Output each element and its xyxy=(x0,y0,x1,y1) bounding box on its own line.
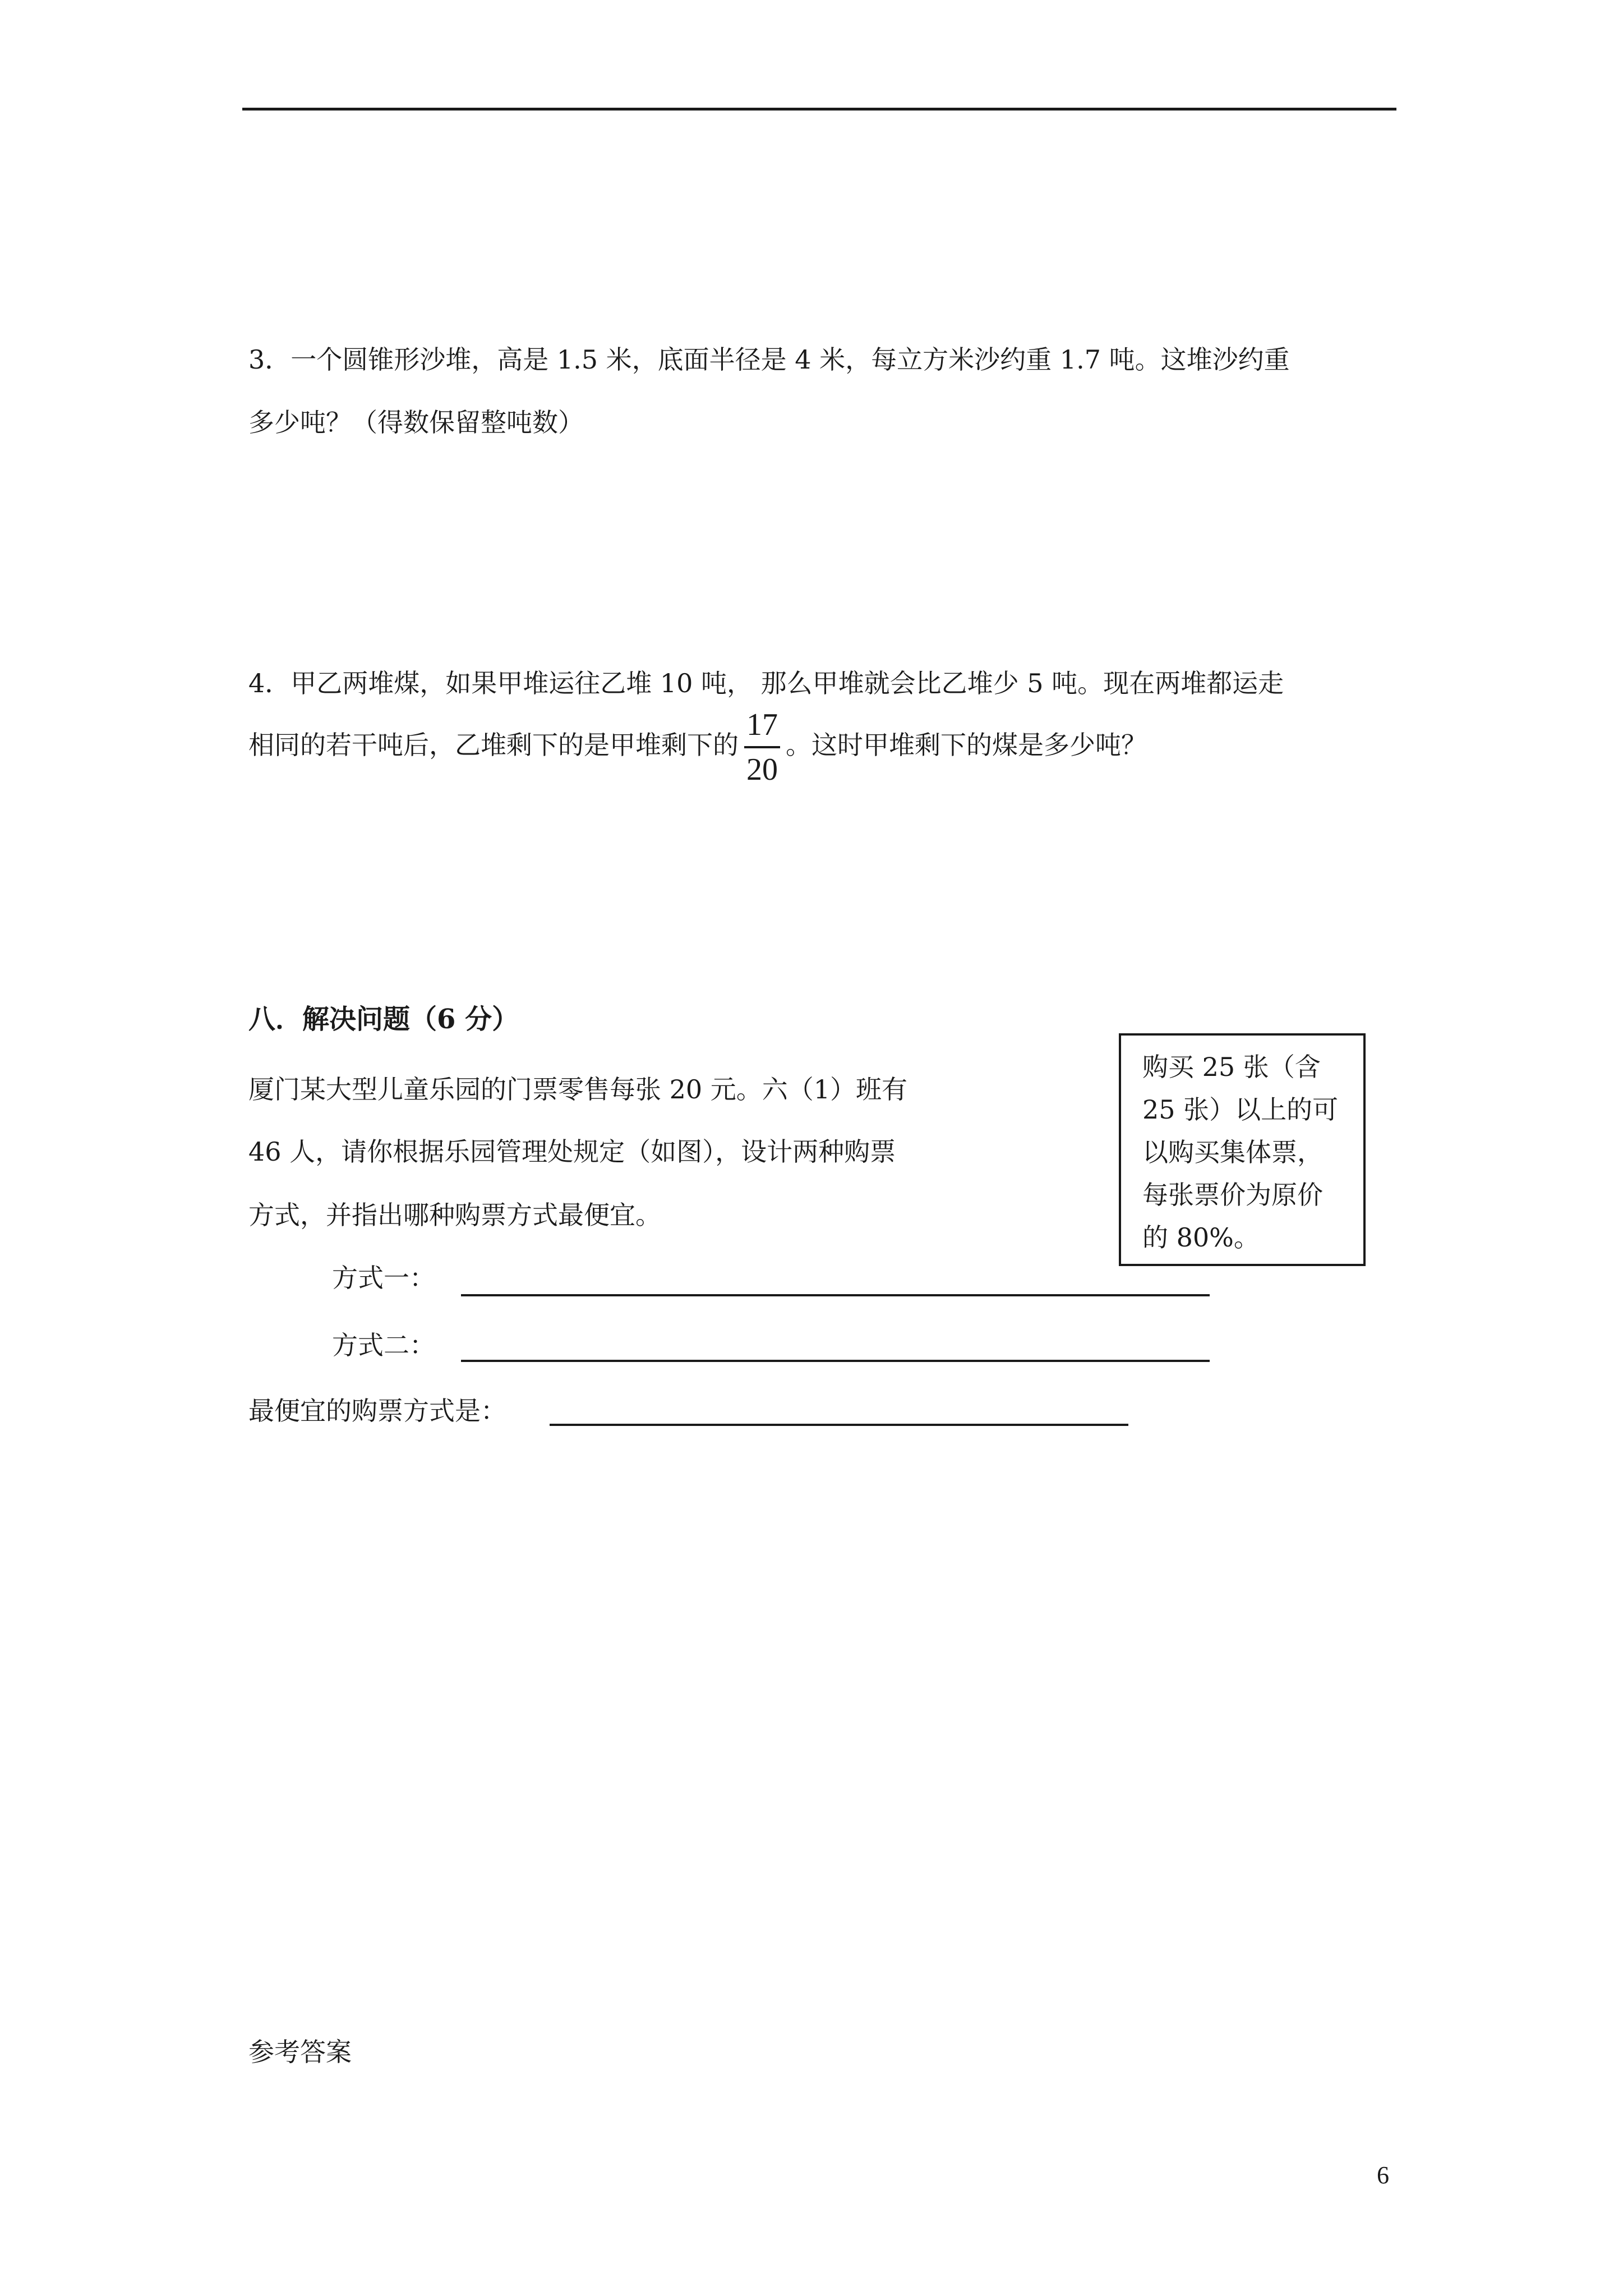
question-4-line-2 xyxy=(248,707,1147,788)
section-8-title: 八．解决问题（6 分） xyxy=(248,1004,519,1035)
section-8-line-3: 方式，并指出哪种购票方式最便宜。 xyxy=(248,1200,661,1230)
answers-heading: 参考答案 xyxy=(248,2037,352,2067)
question-4-line-1: 4．甲乙两堆煤，如果甲堆运往乙堆 10 吨， 那么甲堆就会比乙堆少 5 吨。现在两堆都运走 xyxy=(248,668,1284,698)
fraction-17-20 xyxy=(744,707,780,788)
cheapest-method-answer-blank[interactable] xyxy=(550,1424,1128,1426)
method-1-answer-blank[interactable] xyxy=(461,1294,1210,1296)
section-8-line-1: 厦门某大型儿童乐园的门票零售每张 20 元。六（1）班有 xyxy=(248,1074,908,1105)
section-8-line-2: 46 人，请你根据乐园管理处规定（如图），设计两种购票 xyxy=(248,1137,896,1167)
rule-box-line: 每张票价为原价 xyxy=(1142,1180,1323,1210)
fraction-numerator: 17 xyxy=(744,707,780,748)
question-4-text-after-fraction: 。这时甲堆剩下的煤是多少吨？ xyxy=(786,730,1147,760)
method-2-label: 方式二： xyxy=(332,1330,435,1360)
fraction-denominator: 20 xyxy=(746,752,778,787)
header-rule xyxy=(242,108,1396,111)
method-1-label: 方式一： xyxy=(332,1263,435,1293)
ticket-rule-box xyxy=(1119,1033,1366,1266)
cheapest-method-label: 最便宜的购票方式是： xyxy=(248,1396,506,1426)
rule-box-line: 以购买集体票， xyxy=(1142,1137,1323,1167)
method-2-answer-blank[interactable] xyxy=(461,1360,1210,1362)
question-3-line-1: 3．一个圆锥形沙堆，高是 1.5 米，底面半径是 4 米，每立方米沙约重 1.7 吨。这堆沙约重 xyxy=(248,344,1290,375)
rule-box-line: 的 80%。 xyxy=(1142,1222,1260,1253)
rule-box-line: 25 张）以上的可 xyxy=(1142,1094,1339,1125)
page-number: 6 xyxy=(1377,2161,1389,2189)
question-4-text-before-fraction: 相同的若干吨后，乙堆剩下的是甲堆剩下的 xyxy=(248,730,739,760)
question-3-line-2: 多少吨？（得数保留整吨数） xyxy=(248,407,584,438)
rule-box-line: 购买 25 张（含 xyxy=(1142,1052,1321,1082)
